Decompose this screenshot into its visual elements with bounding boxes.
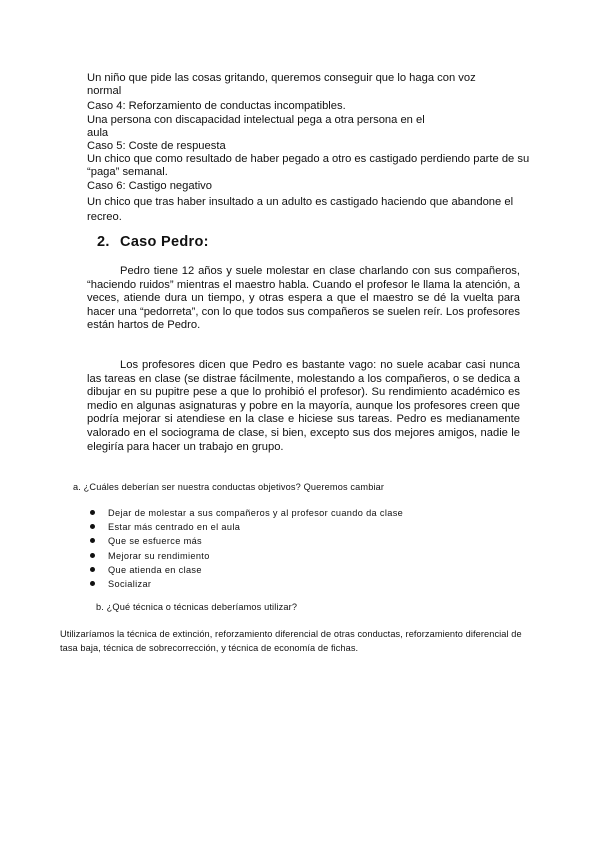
bullet-icon — [90, 510, 95, 515]
intro-line: normal — [87, 85, 122, 97]
paragraph-2 — [87, 359, 520, 454]
bullet-icon — [90, 567, 95, 572]
case-6-heading: Caso 6: Castigo negativo — [87, 180, 213, 192]
intro-line: Un chico que como resultado de haber pegado a otro es castigado perdiendo parte de su — [87, 153, 530, 165]
list-item-text: Mejorar su rendimiento — [108, 550, 210, 561]
list-item-text: Que se esfuerce más — [108, 536, 202, 547]
section-number: 2. — [97, 234, 110, 250]
list-item — [90, 520, 403, 534]
list-item — [90, 577, 403, 591]
list-item-text: Socializar — [108, 579, 152, 590]
question-b: b. ¿Qué técnica o técnicas deberíamos utilizar? — [96, 602, 298, 612]
list-item-text: Que atienda en clase — [108, 564, 202, 575]
case-4-heading: Caso 4: Reforzamiento de conductas incompatibles. — [87, 100, 346, 112]
paragraph-1 — [87, 265, 520, 333]
intro-line: aula — [87, 127, 109, 139]
intro-line: Una persona con discapacidad intelectual pega a otra persona en el — [87, 114, 425, 126]
list-item — [90, 506, 403, 520]
section-heading — [97, 234, 209, 250]
bullet-icon — [90, 553, 95, 558]
case-5-heading: Caso 5: Coste de respuesta — [87, 140, 226, 152]
paragraph-text: Pedro tiene 12 años y suele molestar en clase charlando con sus compañeros, “haciendo ruidos” mientras el maestro habla. Cuando el profesor le llama la atención, a veces, atiende dura un tiempo, y otras espera a que el maestro se dé la vuelta para hacer una “pedorreta”, con lo que todos sus compañeros se suelen reír. Los profesores están hartos de Pedro. — [87, 265, 520, 332]
bullet-icon — [90, 538, 95, 543]
bullet-icon — [90, 581, 95, 586]
list-item — [90, 549, 403, 563]
paragraph-text: Los profesores dicen que Pedro es bastante vago: no suele acabar casi nunca las tareas en clase (se distrae fácilmente, molestando a los compañeros, o se dedica a dibujar en su pupitre pese a que lo prohibió el profesor). Su rendimiento académico es medio en algunas asignaturas y pobre en la mayoría, aunque los profesores creen que podría mejorar si atendiese en la clase e hiciese sus tareas. Pedro es medianamente valorado en el sociograma de clase, si bien, excepto sus dos mejores amigos, nadie le elegiría para hacer un trabajo en grupo. — [87, 359, 520, 453]
intro-line: Un niño que pide las cosas gritando, queremos conseguir que lo haga con voz — [87, 72, 476, 84]
question-a: a. ¿Cuáles deberían ser nuestra conductas objetivos? Queremos cambiar — [73, 482, 385, 492]
intro-line: recreo. — [87, 211, 122, 223]
list-item — [90, 563, 403, 577]
list-item-text: Estar más centrado en el aula — [108, 522, 241, 533]
objectives-list — [90, 506, 403, 591]
list-item — [90, 534, 403, 548]
intro-line: Un chico que tras haber insultado a un adulto es castigado haciendo que abandone el — [87, 196, 514, 208]
intro-line: “paga” semanal. — [87, 166, 168, 178]
section-title: Caso Pedro: — [120, 234, 209, 250]
answer-text: Utilizaríamos la técnica de extinción, reforzamiento diferencial de otras conductas, reforzamiento diferencial de tasa baja, técnica de sobrecorrección, y técnica de economía de fichas. — [60, 629, 522, 653]
bullet-icon — [90, 524, 95, 529]
list-item-text: Dejar de molestar a sus compañeros y al profesor cuando da clase — [108, 508, 404, 518]
